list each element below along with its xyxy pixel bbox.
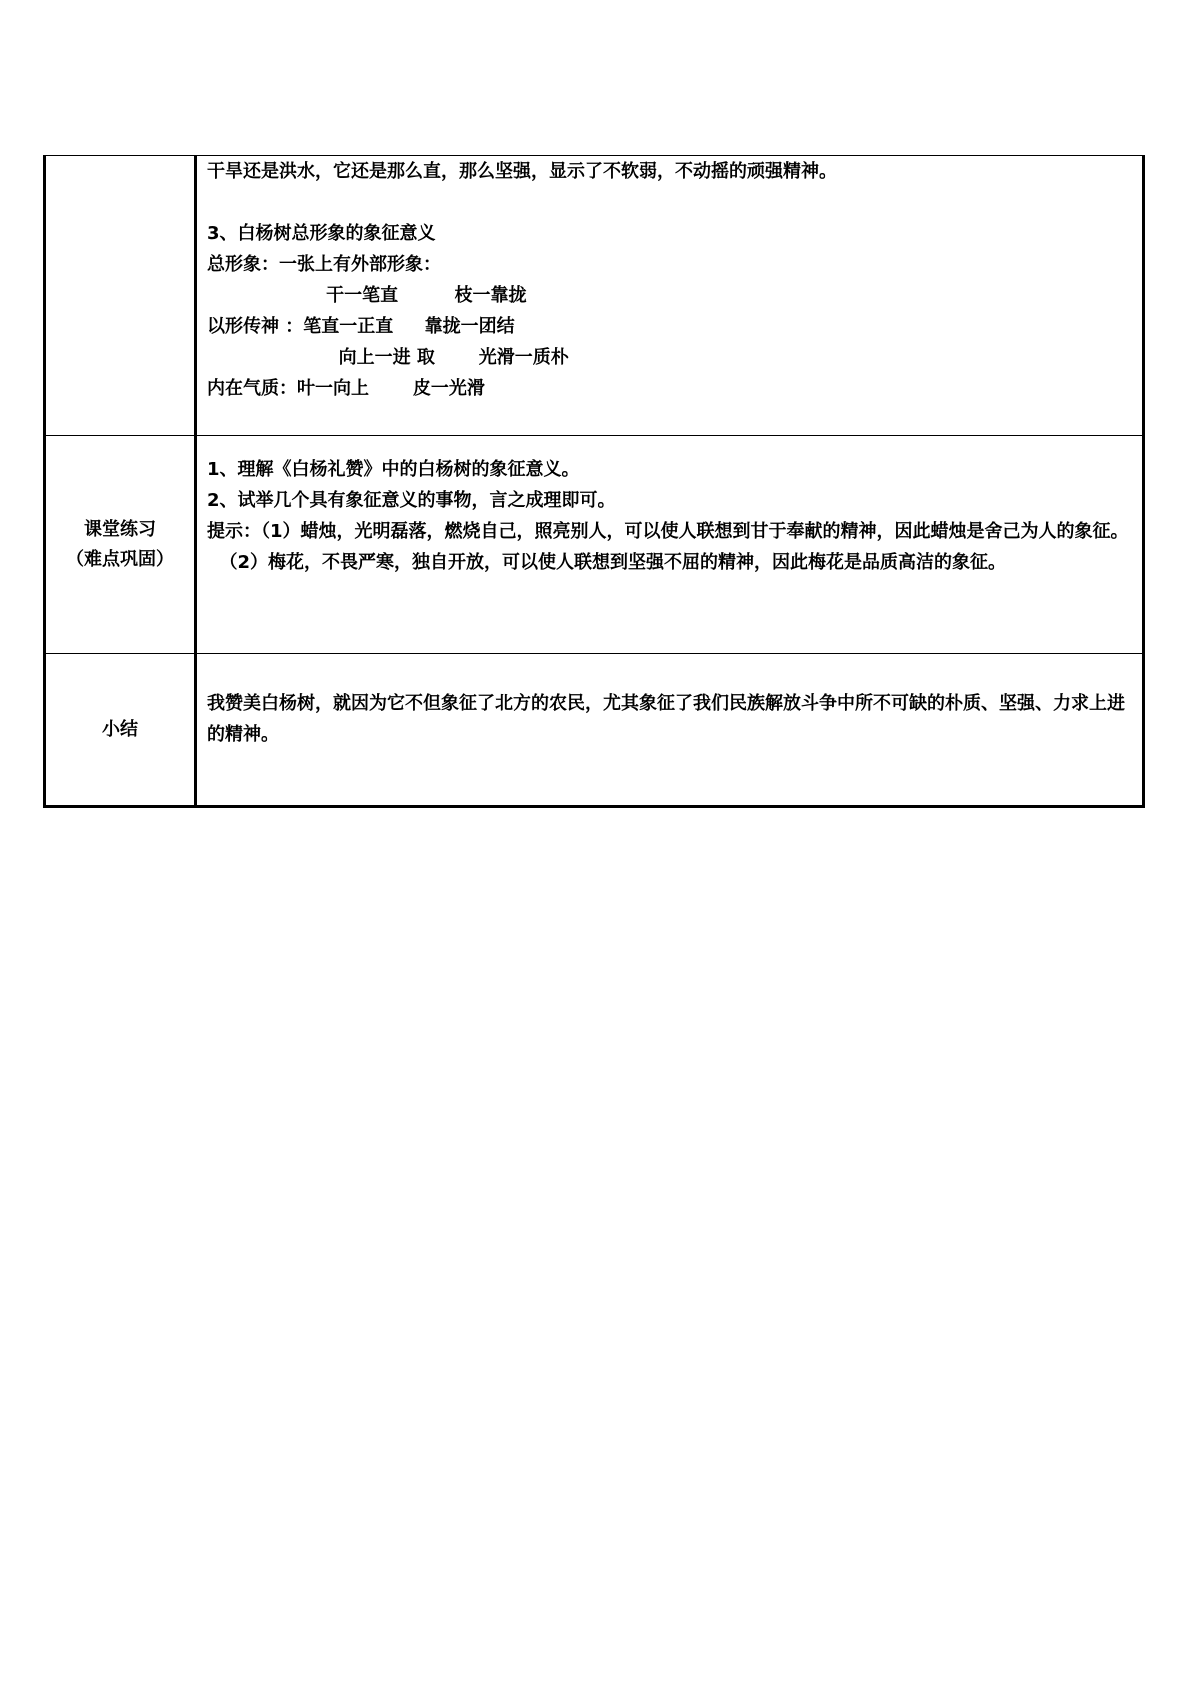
text-line: 提示：（1）蜡烛，光明磊落，燃烧自己，照亮别人，可以使人联想到甘于奉献的精神，因此蜡烛是舍己为人的象征。 <box>207 521 1129 542</box>
cell-content <box>197 436 1142 578</box>
row-label-summary: 小结 <box>45 654 196 807</box>
text-line: 干旱还是洪水，它还是那么直，那么坚强，显示了不软弱，不动摇的顽强精神。 <box>207 161 837 182</box>
row-label-practice <box>45 436 196 654</box>
practice-sublabel: （难点巩固） <box>66 548 174 570</box>
content-cell <box>196 436 1144 654</box>
text-line: 内在气质：叶一向上 皮一光滑 <box>207 378 485 399</box>
text-line: 3、白杨树总形象的象征意义 <box>207 223 436 244</box>
cell-content <box>197 156 1142 404</box>
row-label-empty <box>45 156 196 436</box>
text-line: 向上一进 取 光滑一质朴 <box>207 347 569 368</box>
text-line: 总形象：一张上有外部形象： <box>207 254 441 275</box>
content-cell <box>196 654 1144 807</box>
content-cell <box>196 156 1144 436</box>
table-row <box>45 436 1144 654</box>
practice-label: 课堂练习 <box>84 518 156 540</box>
text-line: 干一笔直 枝一靠拢 <box>207 285 527 306</box>
table-row <box>45 654 1144 807</box>
blank-line <box>207 187 1132 218</box>
text-line: （2）梅花，不畏严寒，独自开放，可以使人联想到坚强不屈的精神，因此梅花是品质高洁的象征。 <box>207 552 1007 573</box>
table-row <box>45 156 1144 436</box>
lesson-plan-table <box>43 155 1145 808</box>
text-line: 1、理解《白杨礼赞》中的白杨树的象征意义。 <box>207 459 580 480</box>
text-line: 以形传神 ：笔直一正直 靠拢一团结 <box>207 316 515 337</box>
text-line: 2、试举几个具有象征意义的事物，言之成理即可。 <box>207 490 616 511</box>
cell-content <box>197 654 1142 750</box>
text-line: 我赞美白杨树，就因为它不但象征了北方的农民，尤其象征了我们民族解放斗争中所不可缺的朴质、坚强、力求上进的精神。 <box>207 693 1125 745</box>
